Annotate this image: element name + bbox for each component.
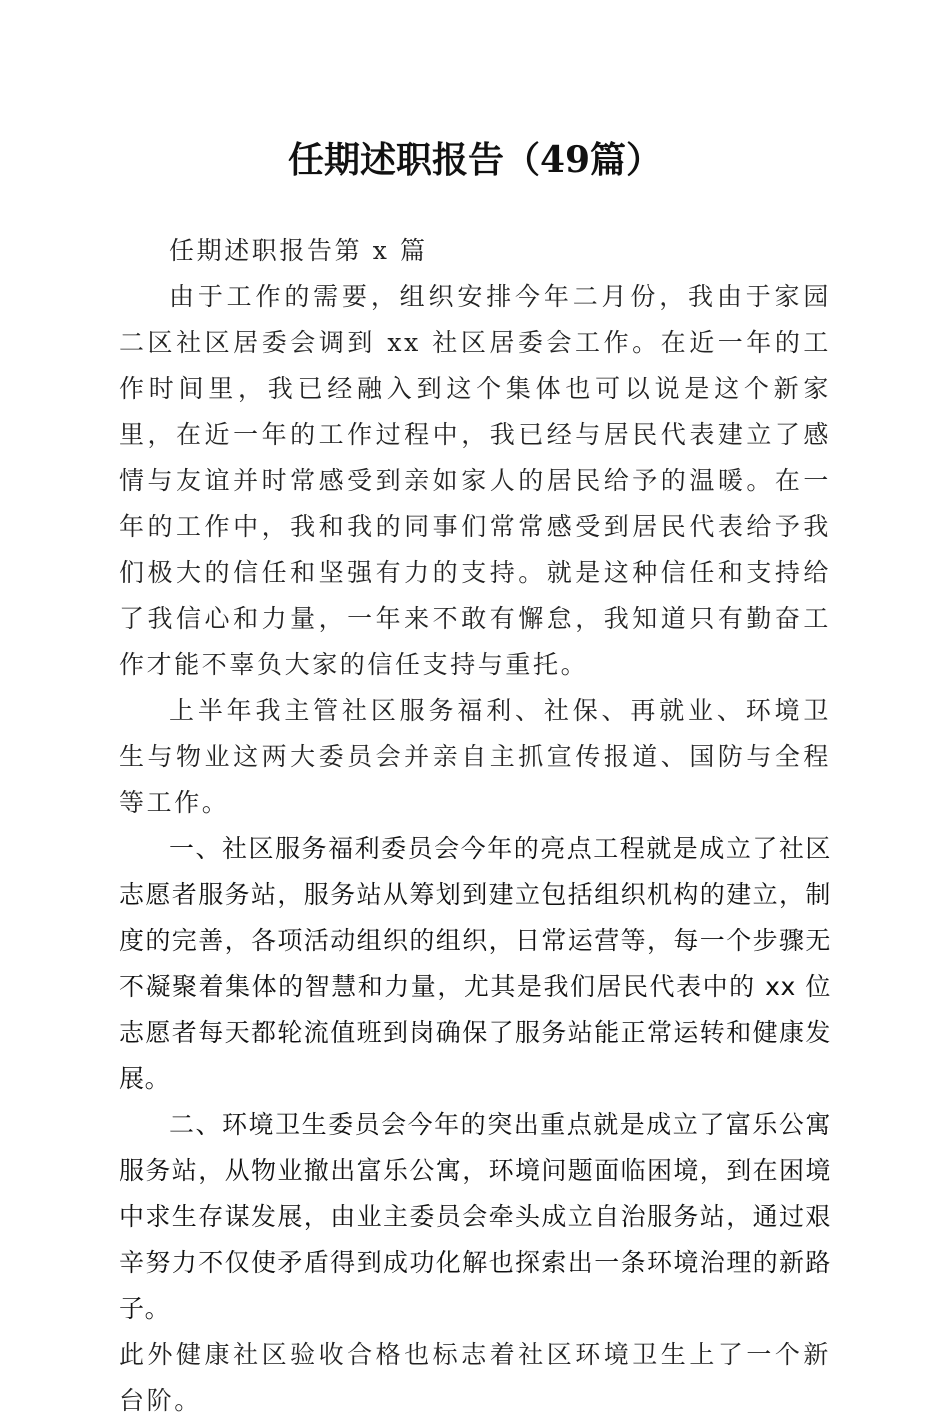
paragraph-environment-committee: 二、环境卫生委员会今年的突出重点就是成立了富乐公寓服务站，从物业撤出富乐公寓，环境问题面临困境，到在困境中求生存谋发展，由业主委员会牵头成立自治服务站，通过艰辛努力不仅使矛盾得到成功化解也探索出一条环境治理的新路子。 (119, 1110, 831, 1323)
document-title: 任期述职报告（49篇） (287, 139, 663, 181)
paragraph-health-community: 此外健康社区验收合格也标志着社区环境卫生上了一个新台阶。 (119, 1340, 831, 1415)
paragraph-intro: 由于工作的需要，组织安排今年二月份，我由于家园二区社区居委会调到 xx 社区居委会工作。在近一年的工作时间里，我已经融入到这个集体也可以说是这个新家里，在近一年的工作过程中，我已经与居民代表建立了感情与友谊并时常感受到亲如家人的居民给予的温暖。在一年的工作中，我和我的同事们常常感受到居民代表给予我们极大的信任和坚强有力的支持。就是这种信任和支持给了我信心和力量，一年来不敢有懈怠，我知道只有勤奋工作才能不辜负大家的信任支持与重托。 (119, 282, 831, 679)
document-body (119, 228, 831, 1424)
section-subtitle: 任期述职报告第 x 篇 (169, 236, 428, 265)
paragraph-responsibilities: 上半年我主管社区服务福利、社保、再就业、环境卫生与物业这两大委员会并亲自主抓宣传报道、国防与全程等工作。 (119, 696, 831, 817)
paragraph-welfare-committee: 一、社区服务福利委员会今年的亮点工程就是成立了社区志愿者服务站，服务站从筹划到建立包括组织机构的建立，制度的完善，各项活动组织的组织，日常运营等，每一个步骤无不凝聚着集体的智慧和力量，尤其是我们居民代表中的 xx 位志愿者每天都轮流值班到岗确保了服务站能正常运转和健康发展。 (119, 834, 831, 1093)
